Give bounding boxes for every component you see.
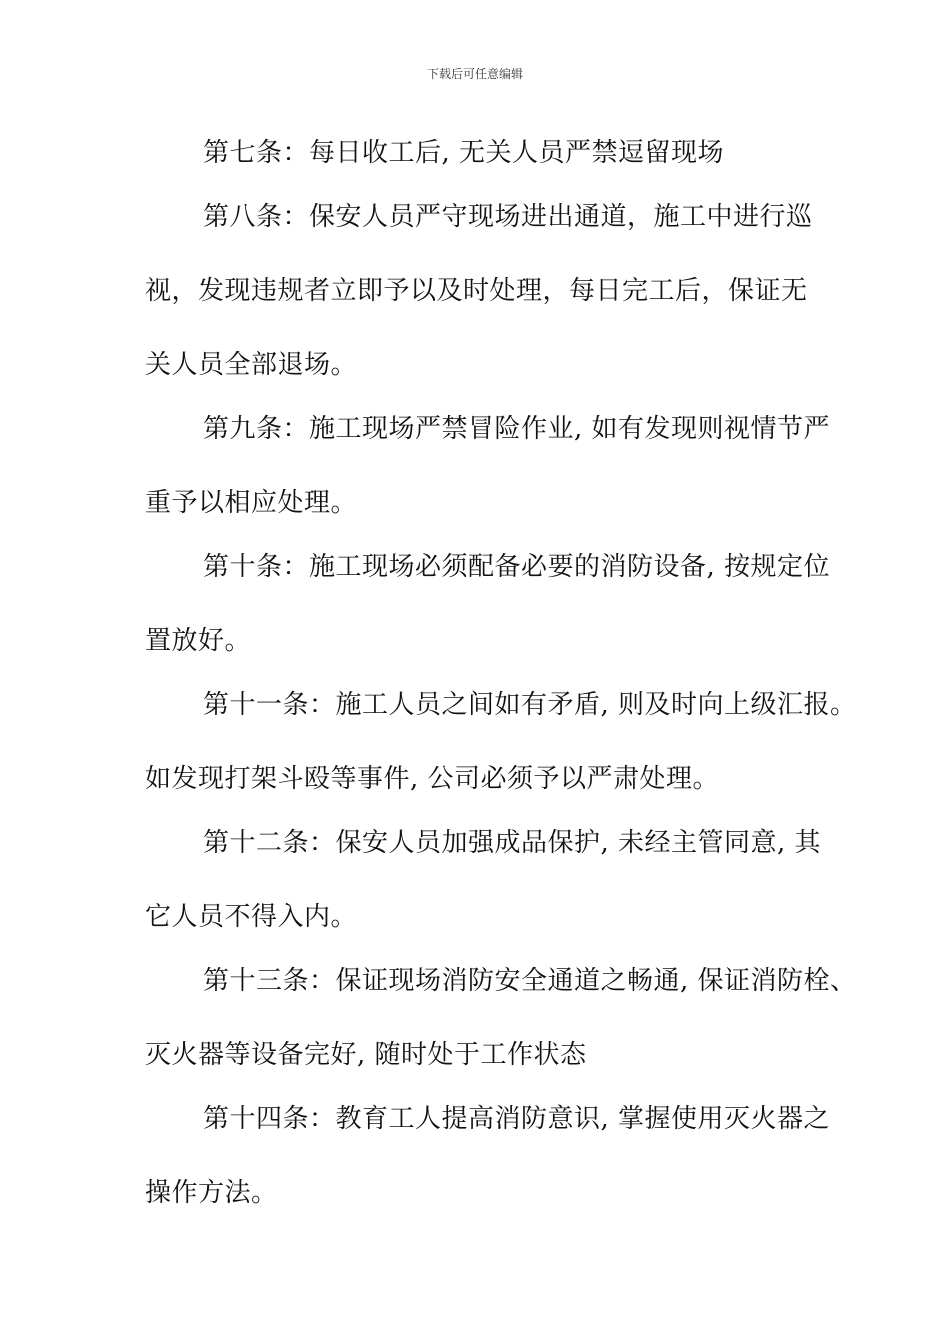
article-13-line-2: 灭火器等设备完好, 随时处于工作状态	[145, 1040, 587, 1070]
article-9-line-1: 第九条：施工现场严禁冒险作业, 如有发现则视情节严	[203, 414, 831, 444]
article-8-line-1: 第八条：保安人员严守现场进出通道，施工中进行巡	[203, 202, 813, 232]
article-12-line-1: 第十二条：保安人员加强成品保护, 未经主管同意, 其	[203, 828, 822, 858]
article-14-line-1: 第十四条：教育工人提高消防意识, 掌握使用灭火器之	[203, 1104, 831, 1134]
article-11-line-2: 如发现打架斗殴等事件, 公司必须予以严肃处理。	[145, 764, 720, 794]
page-header: 下载后可任意编辑	[426, 67, 523, 81]
article-13-line-1: 第十三条：保证现场消防安全通道之畅通, 保证消防栓、	[203, 966, 857, 996]
article-8-line-2: 视，发现违规者立即予以及时处理，每日完工后，保证无	[145, 276, 808, 306]
article-11-line-1: 第十一条：施工人员之间如有矛盾, 则及时向上级汇报。	[203, 690, 857, 720]
article-12-line-2: 它人员不得入内。	[145, 902, 358, 932]
article-14-line-2: 操作方法。	[145, 1178, 278, 1208]
article-10-line-1: 第十条：施工现场必须配备必要的消防设备, 按规定位	[203, 552, 831, 582]
article-8-line-3: 关人员全部退场。	[145, 350, 358, 380]
article-9-line-2: 重予以相应处理。	[145, 488, 358, 518]
article-10-line-2: 置放好。	[145, 626, 252, 656]
article-7-line-1: 第七条：每日收工后, 无关人员严禁逗留现场	[203, 138, 725, 168]
